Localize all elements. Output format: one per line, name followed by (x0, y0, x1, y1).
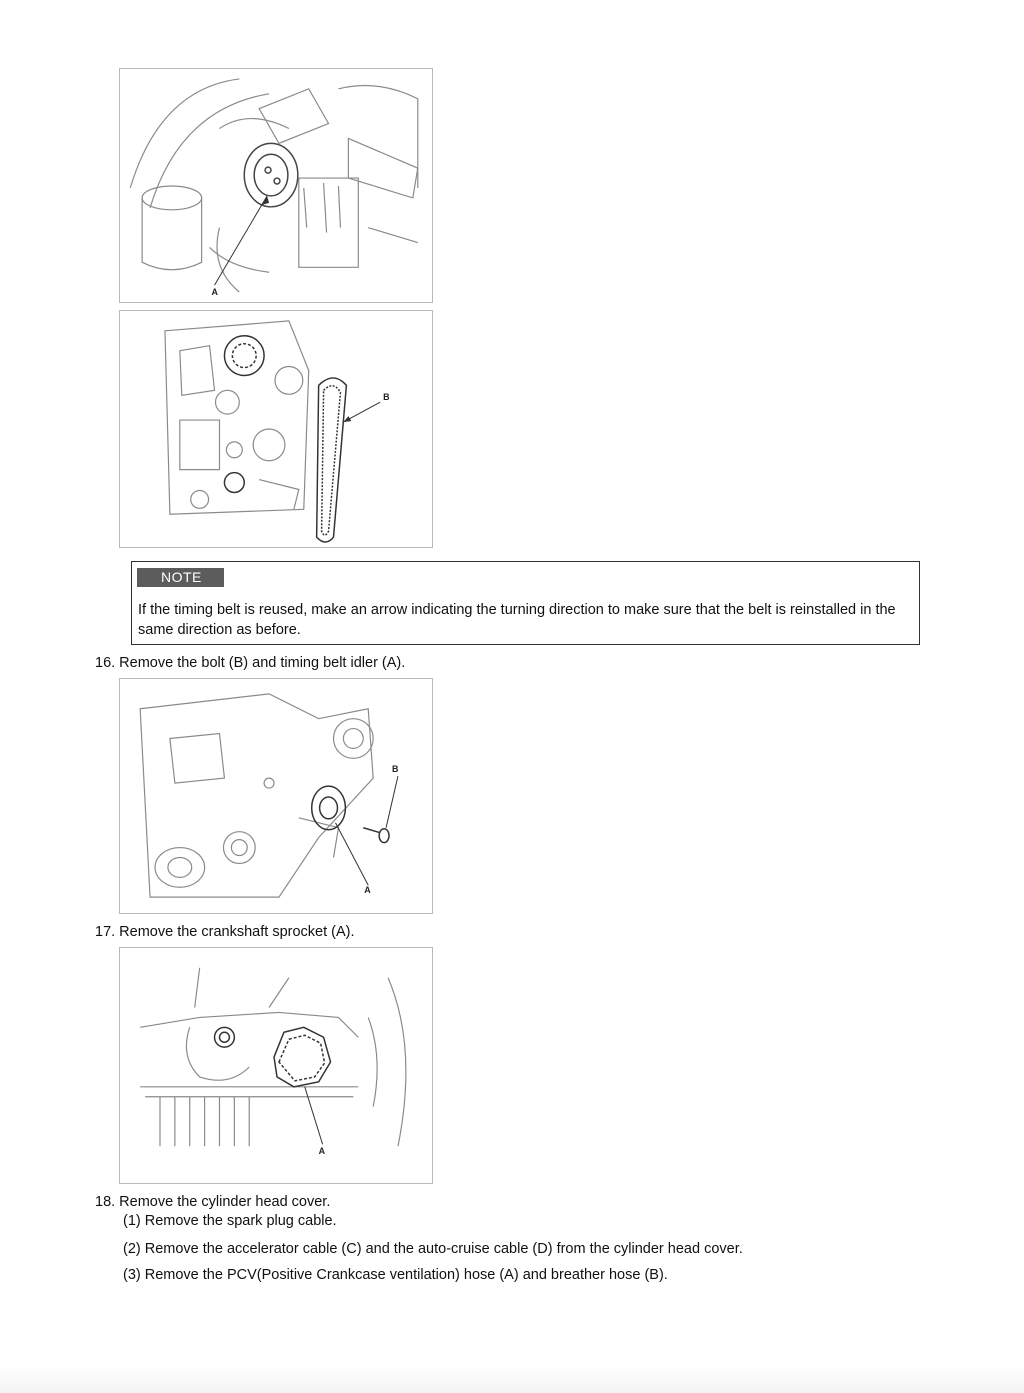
timing-belt-idler-illustration (120, 679, 432, 913)
callout-b: B (383, 392, 390, 403)
substep-3: (3) Remove the PCV(Positive Crankcase ventilation) hose (A) and breather hose (B). (123, 1267, 668, 1283)
crankshaft-sprocket-illustration (120, 948, 432, 1183)
substep-1: (1) Remove the spark plug cable. (123, 1213, 337, 1229)
page-bottom-edge (0, 1366, 1024, 1393)
callout-a: A (211, 287, 218, 298)
note-text: If the timing belt is reused, make an arrow indicating the turning direction to make sure that the belt is reinstalled in the same direction as before. (138, 602, 896, 638)
step-17: 17. Remove the crankshaft sprocket (A). (95, 924, 355, 940)
note-box (131, 561, 920, 645)
note-label: NOTE (137, 568, 224, 587)
figure-tensioner-pulley (119, 68, 433, 303)
callout-b: B (392, 764, 399, 775)
figure-crankshaft-sprocket (119, 947, 433, 1184)
callout-a: A (318, 1146, 326, 1157)
figure-timing-belt-idler (119, 678, 433, 914)
tensioner-pulley-illustration (120, 69, 432, 302)
callout-a: A (364, 885, 371, 896)
timing-belt-illustration (120, 311, 432, 547)
step-16: 16. Remove the bolt (B) and timing belt idler (A). (95, 655, 406, 671)
substep-2: (2) Remove the accelerator cable (C) and the auto-cruise cable (D) from the cylinder head cover. (123, 1241, 743, 1257)
step-18: 18. Remove the cylinder head cover. (95, 1194, 331, 1210)
figure-timing-belt (119, 310, 433, 548)
